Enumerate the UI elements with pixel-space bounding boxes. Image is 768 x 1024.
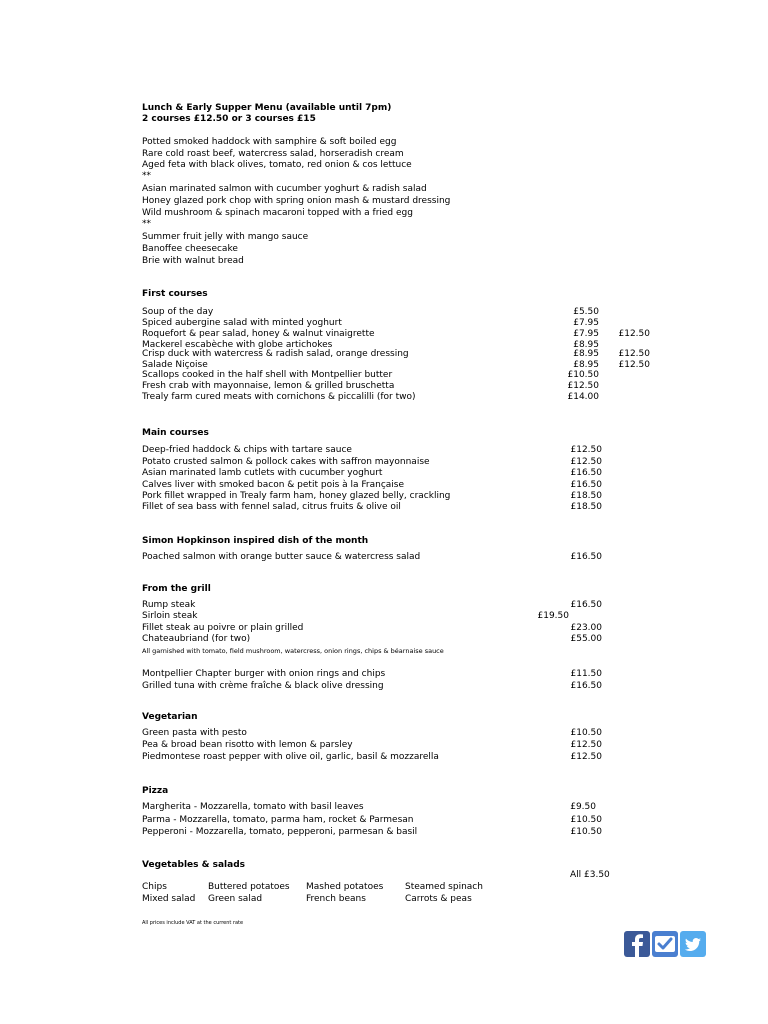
menu-item-name: Crisp duck with watercress & radish salad, orange dressing xyxy=(142,349,409,359)
menu-item-price: £12.50 xyxy=(570,740,602,750)
section-heading-pizza: Pizza xyxy=(142,786,169,796)
list-item: Mixed salad xyxy=(142,894,196,904)
list-item: Wild mushroom & spinach macaroni topped with a fried egg xyxy=(142,208,413,218)
list-item: Honey glazed pork chop with spring onion mash & mustard dressing xyxy=(142,196,451,206)
list-item: Rare cold roast beef, watercress salad, horseradish cream xyxy=(142,149,404,159)
section-heading-main-courses: Main courses xyxy=(142,428,209,438)
menu-item-price: £18.50 xyxy=(570,502,602,512)
menu-item-price: £11.50 xyxy=(570,669,602,679)
menu-item-price: £12.50 xyxy=(570,445,602,455)
menu-item-name: Sirloin steak xyxy=(142,611,198,621)
menu-item-name: Montpellier Chapter burger with onion rings and chips xyxy=(142,669,386,679)
list-item: French beans xyxy=(306,894,366,904)
menu-item-price: £8.95 xyxy=(573,340,599,350)
menu-item-name: Poached salmon with orange butter sauce & watercress salad xyxy=(142,552,421,562)
menu-item-price: £16.50 xyxy=(570,468,602,478)
menu-item-price: £14.00 xyxy=(567,392,599,402)
menu-item-name: Pork fillet wrapped in Trealy farm ham, honey glazed belly, crackling xyxy=(142,491,451,501)
list-item: Mashed potatoes xyxy=(306,882,384,892)
menu-item-name: Trealy farm cured meats with cornichons & piccalilli (for two) xyxy=(142,392,416,402)
menu-item-name: Spiced aubergine salad with minted yoghurt xyxy=(142,318,342,328)
menu-item-name: Rump steak xyxy=(142,600,196,610)
menu-item-name: Green pasta with pesto xyxy=(142,728,247,738)
menu-item-price: £9.50 xyxy=(570,802,596,812)
menu-item-name: Salade Niçoise xyxy=(142,360,208,370)
list-item: Aged feta with black olives, tomato, red onion & cos lettuce xyxy=(142,160,412,170)
menu-item-price: £16.50 xyxy=(570,600,602,610)
separator: ** xyxy=(142,171,151,181)
menu-item-price: £7.95 xyxy=(573,318,599,328)
menu-item-price-large: £12.50 xyxy=(618,349,650,359)
vat-note: All prices include VAT at the current rate xyxy=(142,920,244,926)
menu-item-price: £16.50 xyxy=(570,480,602,490)
menu-item-name: Potato crusted salmon & pollock cakes with saffron mayonnaise xyxy=(142,457,430,467)
list-item: Summer fruit jelly with mango sauce xyxy=(142,232,309,242)
separator: ** xyxy=(142,219,151,229)
menu-item-name: Deep-fried haddock & chips with tartare sauce xyxy=(142,445,352,455)
twitter-icon[interactable] xyxy=(680,931,706,957)
facebook-icon[interactable] xyxy=(624,931,650,957)
menu-title: Lunch & Early Supper Menu (available until 7pm) xyxy=(142,103,392,113)
menu-item-price: £10.50 xyxy=(570,728,602,738)
menu-item-name: Asian marinated lamb cutlets with cucumber yoghurt xyxy=(142,468,383,478)
list-item: Carrots & peas xyxy=(405,894,472,904)
menu-item-name: Mackerel escabèche with globe artichokes xyxy=(142,340,333,350)
list-item: Potted smoked haddock with samphire & soft boiled egg xyxy=(142,137,397,147)
menu-item-name: Margherita - Mozzarella, tomato with basil leaves xyxy=(142,802,364,812)
section-heading-dish-of-month: Simon Hopkinson inspired dish of the month xyxy=(142,536,369,546)
menu-item-price: £23.00 xyxy=(570,623,602,633)
tripadvisor-icon[interactable] xyxy=(652,931,678,957)
section-heading-first-courses: First courses xyxy=(142,289,208,299)
menu-item-name: Chateaubriand (for two) xyxy=(142,634,251,644)
menu-subtitle: 2 courses £12.50 or 3 courses £15 xyxy=(142,114,316,124)
garnish-note: All garnished with tomato, field mushroom, watercress, onion rings, chips & béarnaise sauce xyxy=(142,647,444,655)
menu-item-price: £12.50 xyxy=(570,457,602,467)
menu-item-name: Fillet steak au poivre or plain grilled xyxy=(142,623,304,633)
vegetables-price: All £3.50 xyxy=(570,870,610,880)
section-heading-vegetables: Vegetables & salads xyxy=(142,860,245,870)
list-item: Asian marinated salmon with cucumber yoghurt & radish salad xyxy=(142,184,427,194)
menu-item-name: Calves liver with smoked bacon & petit pois à la Française xyxy=(142,480,405,490)
menu-item-price: £16.50 xyxy=(570,681,602,691)
menu-item-price: £12.50 xyxy=(567,381,599,391)
menu-item-price: £8.95 xyxy=(573,349,599,359)
menu-item-name: Fillet of sea bass with fennel salad, citrus fruits & olive oil xyxy=(142,502,401,512)
menu-item-price-large: £12.50 xyxy=(618,329,650,339)
menu-item-name: Pea & broad bean risotto with lemon & parsley xyxy=(142,740,353,750)
menu-item-price: £5.50 xyxy=(573,307,599,317)
list-item: Buttered potatoes xyxy=(208,882,290,892)
menu-item-name: Fresh crab with mayonnaise, lemon & grilled bruschetta xyxy=(142,381,395,391)
menu-item-name: Soup of the day xyxy=(142,307,214,317)
list-item: Green salad xyxy=(208,894,263,904)
menu-item-name: Grilled tuna with crème fraîche & black olive dressing xyxy=(142,681,384,691)
menu-item-name: Roquefort & pear salad, honey & walnut vinaigrette xyxy=(142,329,375,339)
menu-item-price: £18.50 xyxy=(570,491,602,501)
menu-item-name: Pepperoni - Mozzarella, tomato, pepperoni, parmesan & basil xyxy=(142,827,418,837)
section-heading-vegetarian: Vegetarian xyxy=(142,712,198,722)
menu-item-price: £55.00 xyxy=(570,634,602,644)
list-item: Banoffee cheesecake xyxy=(142,244,238,254)
menu-item-price: £12.50 xyxy=(570,752,602,762)
menu-item-price: £16.50 xyxy=(570,552,602,562)
list-item: Brie with walnut bread xyxy=(142,256,244,266)
menu-item-price: £10.50 xyxy=(570,815,602,825)
menu-item-price: £10.50 xyxy=(570,827,602,837)
menu-item-name: Parma - Mozzarella, tomato, parma ham, rocket & Parmesan xyxy=(142,815,414,825)
section-heading-grill: From the grill xyxy=(142,584,211,594)
menu-item-name: Scallops cooked in the half shell with Montpellier butter xyxy=(142,370,393,380)
menu-item-price: £7.95 xyxy=(573,329,599,339)
menu-item-price: £19.50 xyxy=(537,611,569,621)
list-item: Chips xyxy=(142,882,167,892)
menu-item-price: £10.50 xyxy=(567,370,599,380)
social-icons xyxy=(624,931,706,957)
menu-item-price-large: £12.50 xyxy=(618,360,650,370)
menu-item-price: £8.95 xyxy=(573,360,599,370)
menu-item-name: Piedmontese roast pepper with olive oil, garlic, basil & mozzarella xyxy=(142,752,439,762)
list-item: Steamed spinach xyxy=(405,882,483,892)
